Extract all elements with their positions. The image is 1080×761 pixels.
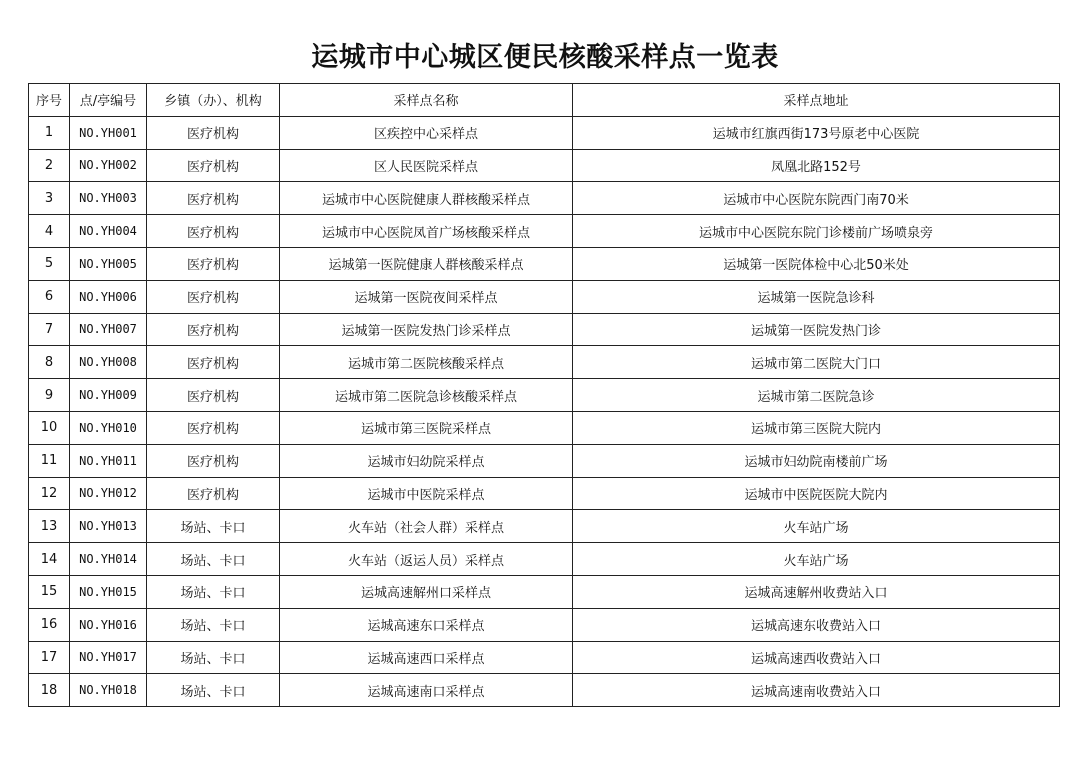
cell-site-address: 运城第一医院体检中心北50米处 — [573, 247, 1060, 280]
cell-town: 医疗机构 — [147, 215, 280, 248]
cell-seq: 10 — [29, 411, 70, 444]
cell-site-address: 运城市妇幼院南楼前广场 — [573, 444, 1060, 477]
cell-town: 场站、卡口 — [147, 608, 280, 641]
table-row — [29, 149, 1060, 182]
cell-site-address: 运城市中医院医院大院内 — [573, 477, 1060, 510]
table-header-row — [29, 84, 1060, 117]
cell-site-name: 火车站（社会人群）采样点 — [280, 510, 573, 543]
table-row — [29, 215, 1060, 248]
cell-site-name: 区疾控中心采样点 — [280, 116, 573, 149]
cell-site-name: 运城市第三医院采样点 — [280, 411, 573, 444]
table-row — [29, 510, 1060, 543]
cell-site-name: 运城市中心医院健康人群核酸采样点 — [280, 182, 573, 215]
cell-seq: 18 — [29, 674, 70, 707]
cell-site-address: 运城第一医院急诊科 — [573, 280, 1060, 313]
table-row — [29, 444, 1060, 477]
cell-seq: 17 — [29, 641, 70, 674]
cell-site-name: 运城市中心医院凤首广场核酸采样点 — [280, 215, 573, 248]
cell-town: 医疗机构 — [147, 116, 280, 149]
table-row — [29, 411, 1060, 444]
cell-town: 医疗机构 — [147, 182, 280, 215]
cell-site-address: 运城高速解州收费站入口 — [573, 575, 1060, 608]
cell-seq: 16 — [29, 608, 70, 641]
table-row — [29, 575, 1060, 608]
cell-code: NO.YH008 — [70, 346, 147, 379]
cell-town: 医疗机构 — [147, 444, 280, 477]
cell-town: 医疗机构 — [147, 477, 280, 510]
cell-code: NO.YH005 — [70, 247, 147, 280]
cell-site-name: 运城市妇幼院采样点 — [280, 444, 573, 477]
table-row — [29, 247, 1060, 280]
cell-site-address: 运城市中心医院东院西门南70米 — [573, 182, 1060, 215]
table-row — [29, 641, 1060, 674]
cell-town: 场站、卡口 — [147, 674, 280, 707]
table-row — [29, 674, 1060, 707]
cell-site-address: 凤凰北路152号 — [573, 149, 1060, 182]
cell-site-name: 运城高速东口采样点 — [280, 608, 573, 641]
cell-site-name: 运城第一医院健康人群核酸采样点 — [280, 247, 573, 280]
cell-seq: 5 — [29, 247, 70, 280]
cell-code: NO.YH015 — [70, 575, 147, 608]
cell-site-address: 运城高速东收费站入口 — [573, 608, 1060, 641]
table-row — [29, 379, 1060, 412]
cell-site-address: 运城市中心医院东院门诊楼前广场喷泉旁 — [573, 215, 1060, 248]
cell-code: NO.YH017 — [70, 641, 147, 674]
header-code: 点/亭编号 — [70, 84, 147, 117]
cell-town: 场站、卡口 — [147, 641, 280, 674]
cell-site-name: 运城第一医院发热门诊采样点 — [280, 313, 573, 346]
cell-site-name: 运城高速南口采样点 — [280, 674, 573, 707]
cell-seq: 1 — [29, 116, 70, 149]
cell-code: NO.YH001 — [70, 116, 147, 149]
cell-site-address: 运城市第二医院大门口 — [573, 346, 1060, 379]
cell-town: 医疗机构 — [147, 379, 280, 412]
cell-site-address: 运城第一医院发热门诊 — [573, 313, 1060, 346]
cell-site-name: 运城市第二医院核酸采样点 — [280, 346, 573, 379]
cell-town: 场站、卡口 — [147, 575, 280, 608]
cell-site-name: 运城高速西口采样点 — [280, 641, 573, 674]
cell-site-name: 运城市第二医院急诊核酸采样点 — [280, 379, 573, 412]
cell-code: NO.YH002 — [70, 149, 147, 182]
table-row — [29, 477, 1060, 510]
cell-site-address: 火车站广场 — [573, 510, 1060, 543]
cell-seq: 12 — [29, 477, 70, 510]
cell-code: NO.YH014 — [70, 543, 147, 576]
cell-town: 医疗机构 — [147, 247, 280, 280]
cell-site-name: 运城第一医院夜间采样点 — [280, 280, 573, 313]
cell-code: NO.YH007 — [70, 313, 147, 346]
cell-code: NO.YH012 — [70, 477, 147, 510]
cell-town: 医疗机构 — [147, 149, 280, 182]
cell-site-address: 运城高速南收费站入口 — [573, 674, 1060, 707]
cell-code: NO.YH003 — [70, 182, 147, 215]
cell-seq: 6 — [29, 280, 70, 313]
cell-town: 医疗机构 — [147, 313, 280, 346]
cell-seq: 15 — [29, 575, 70, 608]
header-site-name: 采样点名称 — [280, 84, 573, 117]
table-row — [29, 116, 1060, 149]
cell-site-name: 运城市中医院采样点 — [280, 477, 573, 510]
cell-seq: 14 — [29, 543, 70, 576]
cell-code: NO.YH009 — [70, 379, 147, 412]
cell-site-name: 区人民医院采样点 — [280, 149, 573, 182]
header-town: 乡镇（办）、机构 — [147, 84, 280, 117]
cell-seq: 3 — [29, 182, 70, 215]
table-row — [29, 346, 1060, 379]
cell-site-address: 运城高速西收费站入口 — [573, 641, 1060, 674]
cell-site-address: 运城市红旗西街173号原老中心医院 — [573, 116, 1060, 149]
cell-town: 医疗机构 — [147, 411, 280, 444]
cell-code: NO.YH016 — [70, 608, 147, 641]
page-title: 运城市中心城区便民核酸采样点一览表 — [311, 42, 779, 73]
cell-seq: 8 — [29, 346, 70, 379]
cell-town: 场站、卡口 — [147, 510, 280, 543]
cell-seq: 2 — [29, 149, 70, 182]
cell-code: NO.YH006 — [70, 280, 147, 313]
cell-code: NO.YH018 — [70, 674, 147, 707]
cell-seq: 7 — [29, 313, 70, 346]
cell-seq: 11 — [29, 444, 70, 477]
sampling-sites-table — [28, 83, 1060, 707]
cell-code: NO.YH010 — [70, 411, 147, 444]
cell-town: 医疗机构 — [147, 346, 280, 379]
cell-code: NO.YH013 — [70, 510, 147, 543]
cell-seq: 9 — [29, 379, 70, 412]
cell-site-address: 运城市第三医院大院内 — [573, 411, 1060, 444]
table-row — [29, 182, 1060, 215]
table-row — [29, 543, 1060, 576]
cell-town: 医疗机构 — [147, 280, 280, 313]
cell-site-address: 火车站广场 — [573, 543, 1060, 576]
table-row — [29, 313, 1060, 346]
header-site-address: 采样点地址 — [573, 84, 1060, 117]
table-row — [29, 608, 1060, 641]
cell-seq: 13 — [29, 510, 70, 543]
cell-site-address: 运城市第二医院急诊 — [573, 379, 1060, 412]
cell-town: 场站、卡口 — [147, 543, 280, 576]
cell-site-name: 运城高速解州口采样点 — [280, 575, 573, 608]
header-seq: 序号 — [29, 84, 70, 117]
cell-site-name: 火车站（返运人员）采样点 — [280, 543, 573, 576]
cell-code: NO.YH004 — [70, 215, 147, 248]
table-row — [29, 280, 1060, 313]
cell-code: NO.YH011 — [70, 444, 147, 477]
cell-seq: 4 — [29, 215, 70, 248]
